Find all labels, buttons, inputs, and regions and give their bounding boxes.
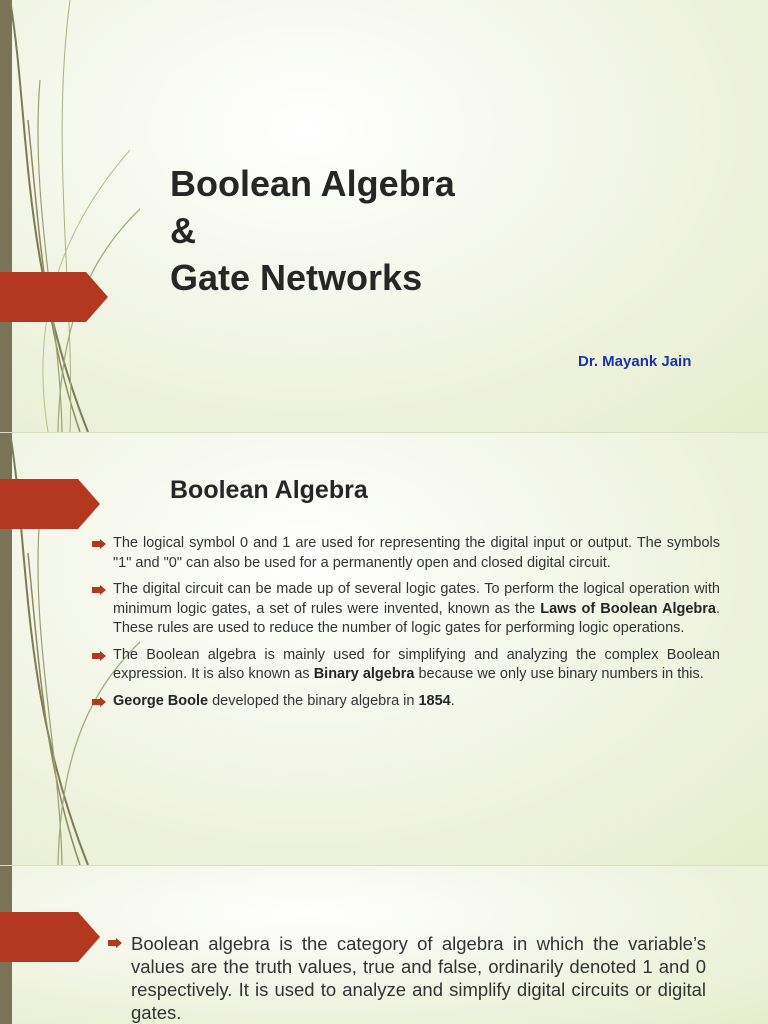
bullet-text: . These rules are used to reduce the number of logic gates for performing logic operations. (113, 600, 721, 636)
bullet-text: Boolean algebra is the category of algebra in which the variable’s values are the truth values, true and false, ordinarily denoted 1 and 0 respectively. It is used to analyze and simplify digital circuits or digital gates. (131, 933, 706, 1023)
bold-term: Binary algebra (313, 666, 415, 682)
bullet-text: . (450, 692, 455, 709)
bullet-item (108, 932, 706, 1024)
slide-title (170, 160, 455, 301)
title-slide (0, 0, 768, 432)
bullet-text: because we only use binary numbers in this. (414, 666, 704, 682)
section-heading: Boolean Algebra (170, 476, 368, 504)
arrow-bullet-icon (92, 697, 106, 707)
bullet-item (92, 646, 720, 685)
bullet-list (108, 932, 706, 1024)
author-name: Dr. Mayank Jain (578, 353, 692, 370)
bullet-item (92, 580, 720, 639)
bullet-text: The Boolean algebra is mainly used for simplifying and analyzing the complex Boolean expression. It is also known as (113, 646, 720, 682)
arrow-bullet-icon (92, 585, 106, 595)
bold-term: 1854 (418, 692, 451, 709)
bullet-item (92, 534, 720, 573)
bullet-item (92, 692, 720, 712)
red-arrow-banner (0, 912, 100, 962)
red-arrow-banner (0, 272, 108, 322)
bullet-list (92, 534, 720, 718)
title-line-1: Boolean Algebra (170, 163, 455, 204)
decorative-curves (0, 0, 140, 432)
bullet-text: The digital circuit can be made up of several logic gates. To perform the logical operation with minimum logic gates, a set of rules were invented, known as the (113, 581, 720, 617)
title-line-2: & (170, 210, 196, 251)
bullet-text: The logical symbol 0 and 1 are used for representing the digital input or output. The symbols "1" and "0" can also be used for a permanently open and closed digital circuit. (113, 535, 720, 571)
bold-term: Laws of Boolean Algebra (540, 600, 716, 617)
arrow-bullet-icon (92, 539, 106, 549)
arrow-bullet-icon (92, 651, 106, 661)
bold-term: George Boole (113, 692, 209, 709)
arrow-bullet-icon (108, 938, 122, 948)
title-line-3: Gate Networks (170, 257, 423, 298)
bullet-text: developed the binary algebra in (208, 692, 419, 709)
